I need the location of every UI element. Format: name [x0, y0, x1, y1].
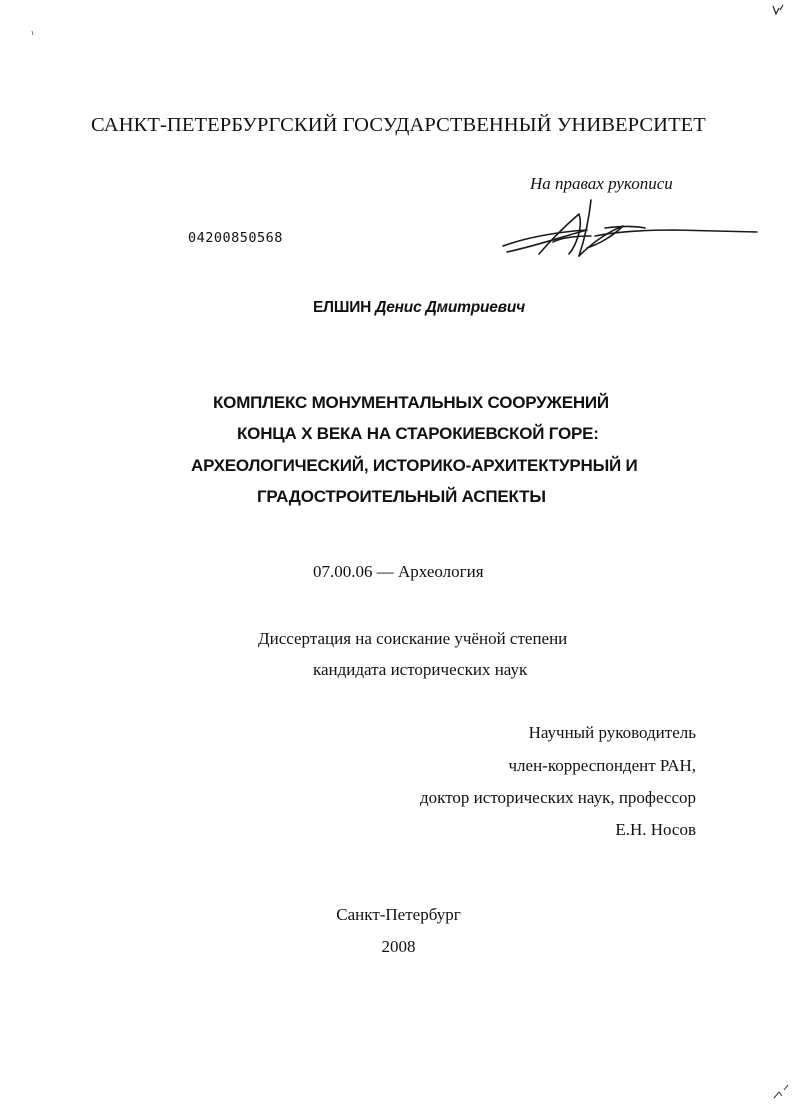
scan-speck-top-left	[30, 30, 36, 36]
scan-artifact-top-right	[770, 2, 786, 18]
thesis-title-line-1: КОМПЛЕКС МОНУМЕНТАЛЬНЫХ СООРУЖЕНИЙ	[213, 393, 609, 412]
city: Санкт-Петербург	[336, 905, 461, 924]
thesis-title-line-3: АРХЕОЛОГИЧЕСКИЙ, ИСТОРИКО-АРХИТЕКТУРНЫЙ И	[191, 456, 638, 475]
catalog-number: 04200850568	[188, 230, 283, 246]
supervisor-degree: доктор исторических наук, профессор	[420, 788, 696, 807]
thesis-title-line-4: ГРАДОСТРОИТЕЛЬНЫЙ АСПЕКТЫ	[257, 487, 546, 506]
degree-line-1: Диссертация на соискание учёной степени	[258, 629, 568, 648]
manuscript-note: На правах рукописи	[530, 174, 673, 193]
thesis-title-line-2: КОНЦА X ВЕКА НА СТАРОКИЕВСКОЙ ГОРЕ:	[237, 424, 599, 443]
signature-image	[495, 196, 760, 262]
supervisor-name: Е.Н. Носов	[615, 820, 696, 839]
author-given-names: Денис Дмитриевич	[375, 299, 525, 316]
author-surname: ЕЛШИН	[313, 299, 372, 316]
year: 2008	[381, 937, 416, 956]
specialty-code: 07.00.06 — Археология	[313, 562, 484, 581]
university-name: САНКТ-ПЕТЕРБУРГСКИЙ ГОСУДАРСТВЕННЫЙ УНИВЕРСИТЕТ	[91, 114, 706, 136]
scan-artifact-bottom-right	[770, 1080, 792, 1102]
degree-line-2: кандидата исторических наук	[313, 660, 528, 679]
supervisor-role: Научный руководитель	[528, 723, 696, 742]
supervisor-rank: член-корреспондент РАН,	[508, 756, 696, 775]
author-name	[313, 299, 525, 317]
